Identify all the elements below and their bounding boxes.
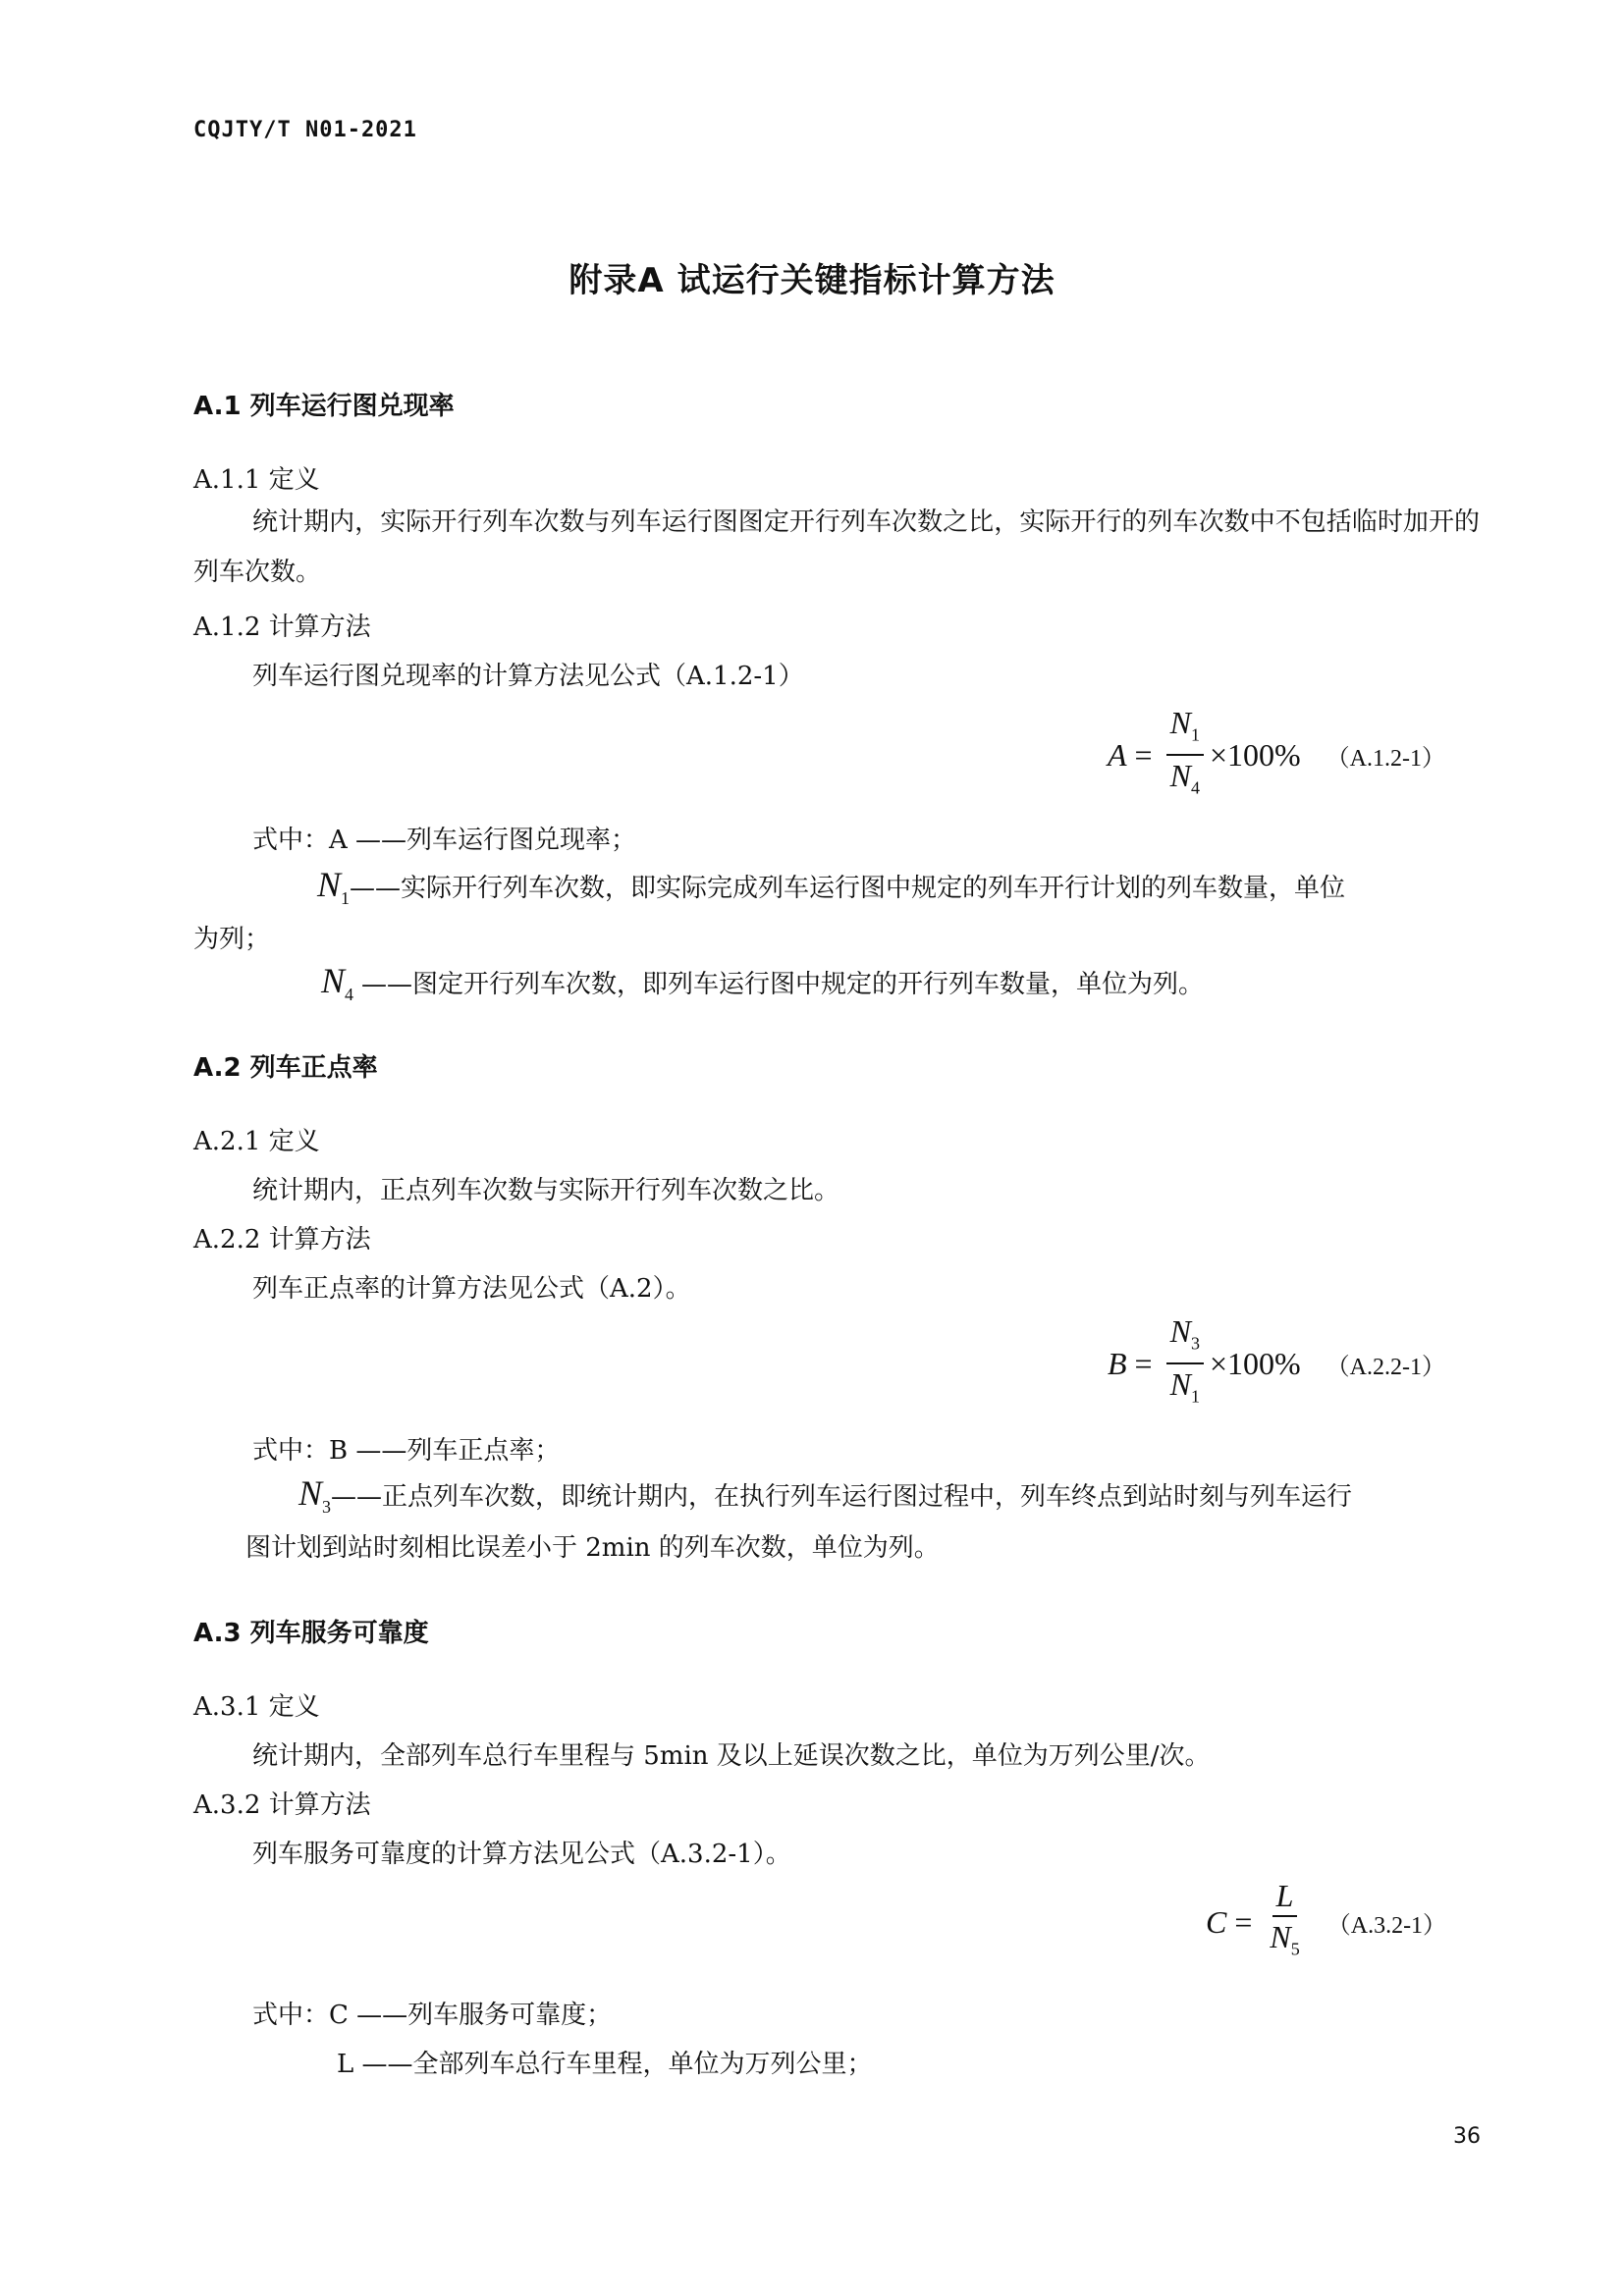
section-heading-a3: A.3 列车服务可靠度 (193, 1619, 429, 1648)
subsection-a2-1: A.2.1 定义 (193, 1127, 320, 1156)
formula-multiplier: ×100% (1209, 1345, 1301, 1381)
formula-equals: = (1134, 736, 1153, 773)
section-heading-a2: A.2 列车正点率 (193, 1053, 378, 1083)
formula-lhs: B (1108, 1345, 1127, 1381)
formula-equals: = (1234, 1903, 1253, 1940)
where-l: L ——全部列车总行车里程，单位为万列公里； (337, 2050, 873, 2079)
subsection-a3-1: A.3.1 定义 (193, 1692, 320, 1722)
formula-lhs: A (1108, 736, 1127, 773)
formula-equals: = (1134, 1345, 1153, 1381)
formula-a2 (1108, 1313, 1445, 1415)
paragraph-a2-definition: 统计期内，正点列车次数与实际开行列车次数之比。 (252, 1176, 840, 1205)
formula-fraction: $\frac{N_1}{N_4}$ (1166, 705, 1204, 806)
equation-number: （A.3.2-1） (1326, 1912, 1447, 1939)
symbol-n3: $N_3$ (298, 1473, 332, 1518)
where-n1: $N_1——$实际开行列车次数，即实际完成列车运行图中规定的列车开行计划的列车数量，单位 (317, 865, 1346, 909)
paragraph-a2-calc: 列车正点率的计算方法见公式（A.2）。 (252, 1274, 691, 1304)
where-n1-continued: 为列； (193, 925, 271, 954)
formula-fraction: $\frac{N_3}{N_1}$ (1166, 1313, 1204, 1415)
formula-a1 (1108, 705, 1445, 806)
page-number: 36 (1453, 2124, 1481, 2149)
document-code: CQJTY/T N01-2021 (193, 118, 417, 142)
formula-fraction: $\frac{L}{N_5}$ (1270, 1878, 1300, 1959)
page-title: 附录A 试运行关键指标计算方法 (568, 261, 1056, 300)
subsection-a3-2: A.3.2 计算方法 (193, 1790, 371, 1820)
subsection-a1-1: A.1.1 定义 (193, 465, 320, 495)
subsection-a2-2: A.2.2 计算方法 (193, 1225, 371, 1255)
symbol-n4: $N_4$ (321, 961, 354, 1005)
paragraph-a3-calc: 列车服务可靠度的计算方法见公式（A.3.2-1）。 (252, 1840, 791, 1869)
where-n3-continued: 图计划到站时刻相比误差小于 2min 的列车次数，单位为列。 (245, 1533, 940, 1563)
where-a: 式中：A ——列车运行图兑现率； (252, 826, 637, 855)
where-n4: $N_4$ ——图定开行列车次数，即列车运行图中规定的开行列车数量，单位为列。 (321, 961, 1205, 1005)
formula-lhs: C (1206, 1903, 1227, 1940)
formula-multiplier: ×100% (1209, 736, 1301, 773)
symbol-n1: $N_1$ (317, 865, 351, 909)
paragraph-a1-definition: 统计期内，实际开行列车次数与列车运行图图定开行列车次数之比，实际开行的列车次数中不包括临时加开的列车次数。 (193, 507, 1480, 587)
subsection-a1-2: A.1.2 计算方法 (193, 613, 371, 642)
where-c: 式中：C ——列车服务可靠度； (252, 2001, 613, 2030)
section-heading-a1: A.1 列车运行图兑现率 (193, 392, 455, 421)
equation-number: （A.1.2-1） (1326, 745, 1445, 772)
paragraph-a1-calc: 列车运行图兑现率的计算方法见公式（A.1.2-1） (252, 662, 804, 691)
equation-number: （A.2.2-1） (1326, 1354, 1445, 1380)
formula-a3 (1206, 1878, 1446, 1966)
where-b: 式中：B ——列车正点率； (252, 1436, 561, 1466)
paragraph-a3-definition: 统计期内，全部列车总行车里程与 5min 及以上延误次数之比，单位为万列公里/次。 (252, 1741, 1211, 1771)
where-n3: $N_3——$正点列车次数，即统计期内，在执行列车运行图过程中，列车终点到站时刻与列车运行 (298, 1473, 1353, 1518)
